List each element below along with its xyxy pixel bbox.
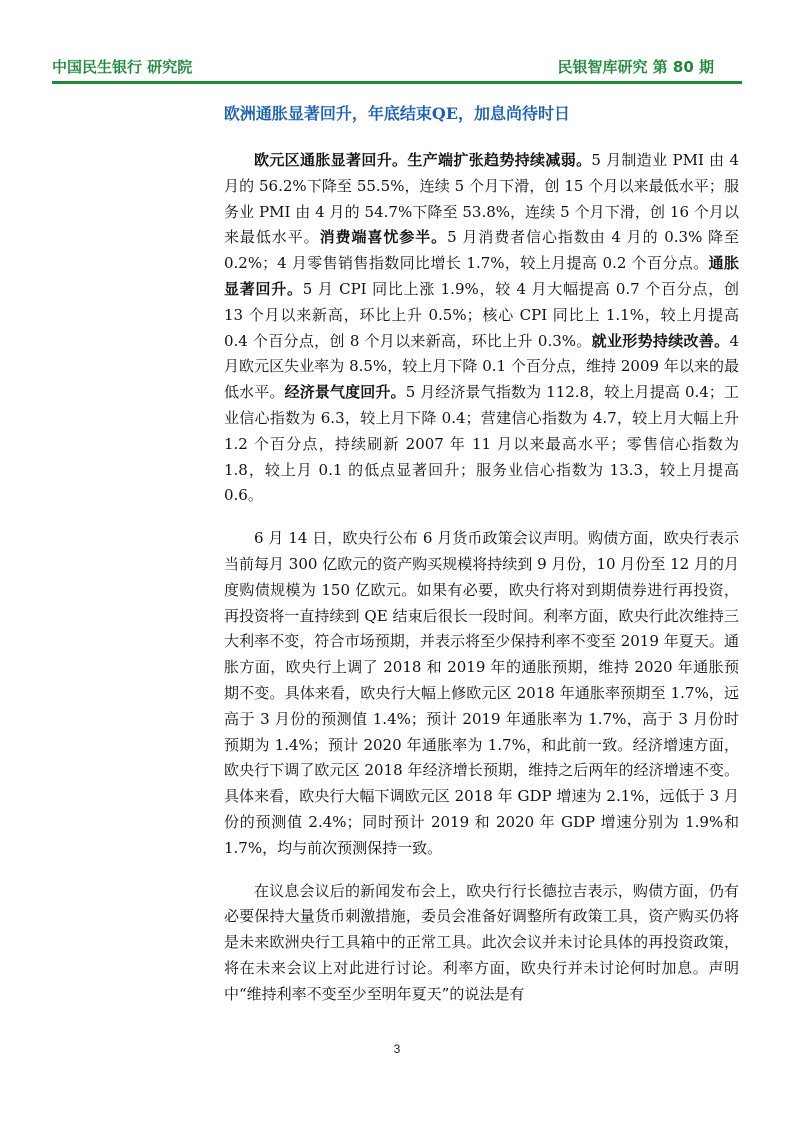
paragraph-3: [224, 879, 739, 1008]
section-title: 欧洲通胀显著回升，年底结束QE，加息尚待时日: [223, 104, 571, 123]
paragraph-1: [224, 148, 739, 509]
document-body: [224, 148, 739, 1008]
run-3-1: 在议息会议后的新闻发布会上，欧央行行长德拉吉表示，购债方面，仍有必要保持大量货币刺激措施，委员会准备好调整所有政策工具，资产购买仍将是未来欧洲央行工具箱中的正常工具。此次会议并未讨论具体的再投资政策，将在未来会议上对此进行讨论。利率方面，欧央行并未讨论何时加息。声明中“维持利率不变至少至明年夏天”的说法是有: [224, 881, 739, 1003]
run-1-7: 就业形势持续改善。: [591, 331, 730, 350]
header-org: 中国民生银行 研究院: [52, 58, 193, 76]
header-series: 民银智库研究 第 80 期: [557, 58, 714, 76]
run-1-3: 消费端喜忧参半。: [319, 228, 448, 247]
run-2-1: 6 月 14 日，欧央行公布 6 月货币政策会议声明。购债方面，欧央行表示当前每月 300 亿欧元的资产购买规模将持续到 9 月份，10 月份至 12 月的月度购债规模为 150 亿欧元。如果有必要，欧央行将对到期债券进行再投资，再投资将一直持续到 QE 结束后很长一段时间。利率方面，欧央行此次维持三大利率不变，符合市场预期，并表示将至少保持利率不变至 2019 年夏天。通胀方面，欧央行上调了 2018 和 2019 年的通胀预期，维持 2020 年通胀预期不变。具体来看，欧央行大幅上修欧元区 2018 年通胀率预期至 1.7%，远高于 3 月份的预测值 1.4%；预计 2019 年通胀率为 1.7%，高于 3 月份时预期为 1.4%；预计 2020 年通胀率为 1.7%，和此前一致。经济增速方面，欧央行下调了欧元区 2018 年经济增长预期，维持之后两年的经济增速不变。具体来看，欧央行大幅下调欧元区 2018 年 GDP 增速为 2.1%，远低于 3 月份的预测值 2.4%；同时预计 2019 和 2020 年 GDP 增速分别为 1.9%和 1.7%，均与前次预测保持一致。: [224, 529, 739, 857]
paragraph-2: [224, 526, 739, 861]
run-1-2: 5 月制造业 PMI 由 4 月的 56.2%下降至 55.5%，连续 5 个月下滑，创 15 个月以来最低水平；服务业 PMI 由 4 月的 54.7%下降至 53.8%，连续 5 个月下滑，创 16 个月以来最低水平。: [224, 151, 739, 247]
run-1-6: 5 月 CPI 同比上涨 1.9%，较 4 月大幅提高 0.7 个百分点，创 13 个月以来新高，环比上升 0.5%；核心 CPI 同比上 1.1%，较上月提高 0.4 个百分点，创 8 个月以来新高，环比上升 0.3%。: [224, 279, 739, 350]
run-1-4: 5 月消费者信心指数由 4 月的 0.3% 降至 0.2%；4 月零售销售指数同比增长 1.7%，较上月提高 0.2 个百分点。: [224, 228, 739, 273]
page-number: 3: [393, 1042, 401, 1056]
run-1-8: 4 月欧元区失业率为 8.5%，较上月下降 0.1 个百分点，维持 2009 年以来的最低水平。: [224, 331, 739, 402]
run-1-5: 通胀显著回升。: [224, 254, 739, 298]
header-divider: [52, 81, 742, 84]
run-1-9: 经济景气度回升。: [284, 383, 406, 402]
run-1-10: 5 月经济景气指数为 112.8，较上月提高 0.4；工业信心指数为 6.3，较上月下降 0.4；营建信心指数为 4.7，较上月大幅上升 1.2 个百分点，持续刷新 2007 年 11 月以来最高水平；零售信心指数为 1.8，较上月 0.1 的低点显著回升；服务业信心指数为 13.3，较上月提高 0.6。: [224, 383, 739, 505]
run-1-1: 欧元区通胀显著回升。生产端扩张趋势持续减弱。: [254, 151, 592, 169]
